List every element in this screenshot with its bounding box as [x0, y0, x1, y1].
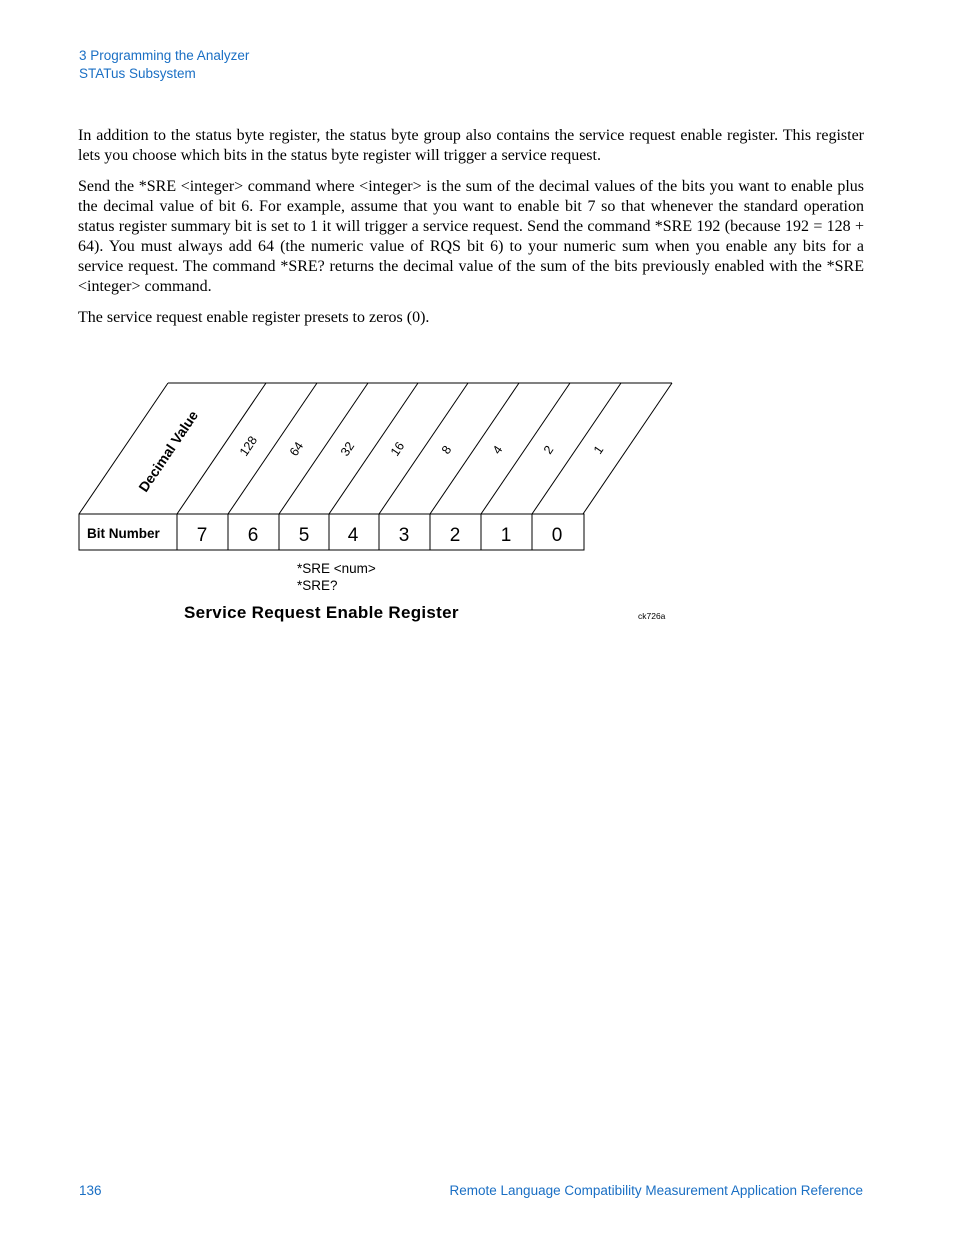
figure-caption: Service Request Enable Register — [184, 603, 459, 622]
body-text — [78, 126, 864, 339]
decimal-value-2: 2 — [540, 443, 557, 457]
bit-number-7: 7 — [196, 525, 208, 546]
figure-id: ck726a — [638, 611, 666, 621]
bit-number-0: 0 — [551, 525, 563, 546]
bit-number-4: 4 — [347, 525, 359, 546]
running-header — [79, 47, 249, 83]
bit-number-1: 1 — [500, 525, 512, 546]
slant-line — [279, 383, 368, 514]
decimal-value-32: 32 — [337, 439, 358, 459]
slant-line — [79, 383, 168, 514]
bit-number-header: Bit Number — [87, 526, 160, 541]
chapter-title: 3 Programming the Analyzer — [79, 48, 250, 63]
decimal-value-4: 4 — [489, 443, 506, 457]
command-sre-query: *SRE? — [297, 578, 338, 593]
bit-number-3: 3 — [398, 525, 410, 546]
paragraph-1: In addition to the status byte register, the status byte group also contains the service request enable register. This register lets you choose which bits in the status byte register will trigger a service request. — [78, 127, 864, 164]
paragraph-2: Send the *SRE <integer> command where <integer> is the sum of the decimal values of the bits you want to enable plus the decimal value of bit 6. For example, assume that you want to enable bit 7 so that whenever the standard operation status register summary bit is set to 1 it will trigger a service request. Send the command *SRE 192 (because 192 = 128 + 64). You must always add 64 (the numeric value of RQS bit 6) to your numeric sum when you enable any bits for a service request. The command *SRE? returns the decimal value of the sum of the bits previously enabled with the *SRE <integer> command. — [78, 178, 864, 295]
decimal-value-64: 64 — [286, 439, 307, 459]
decimal-value-16: 16 — [387, 439, 408, 459]
bit-number-5: 5 — [298, 525, 310, 546]
paragraph-3: The service request enable register presets to zeros (0). — [78, 309, 430, 326]
bit-row-box — [79, 514, 584, 550]
decimal-value-1: 1 — [590, 443, 607, 457]
book-title: Remote Language Compatibility Measurement Application Reference — [449, 1183, 863, 1198]
section-title: STATus Subsystem — [79, 66, 196, 81]
slant-line — [379, 383, 468, 514]
command-sre-set: *SRE <num> — [297, 561, 376, 576]
bit-number-6: 6 — [247, 525, 259, 546]
decimal-value-8: 8 — [438, 443, 455, 457]
slant-line — [177, 383, 266, 514]
decimal-value-header: Decimal Value — [135, 407, 202, 495]
bit-number-2: 2 — [449, 525, 461, 546]
slant-line — [430, 383, 519, 514]
slant-line — [583, 383, 672, 514]
slant-line — [228, 383, 317, 514]
slant-line — [329, 383, 418, 514]
page-number: 136 — [79, 1183, 102, 1198]
slant-line — [481, 383, 570, 514]
slant-line — [532, 383, 621, 514]
decimal-value-128: 128 — [236, 433, 261, 459]
